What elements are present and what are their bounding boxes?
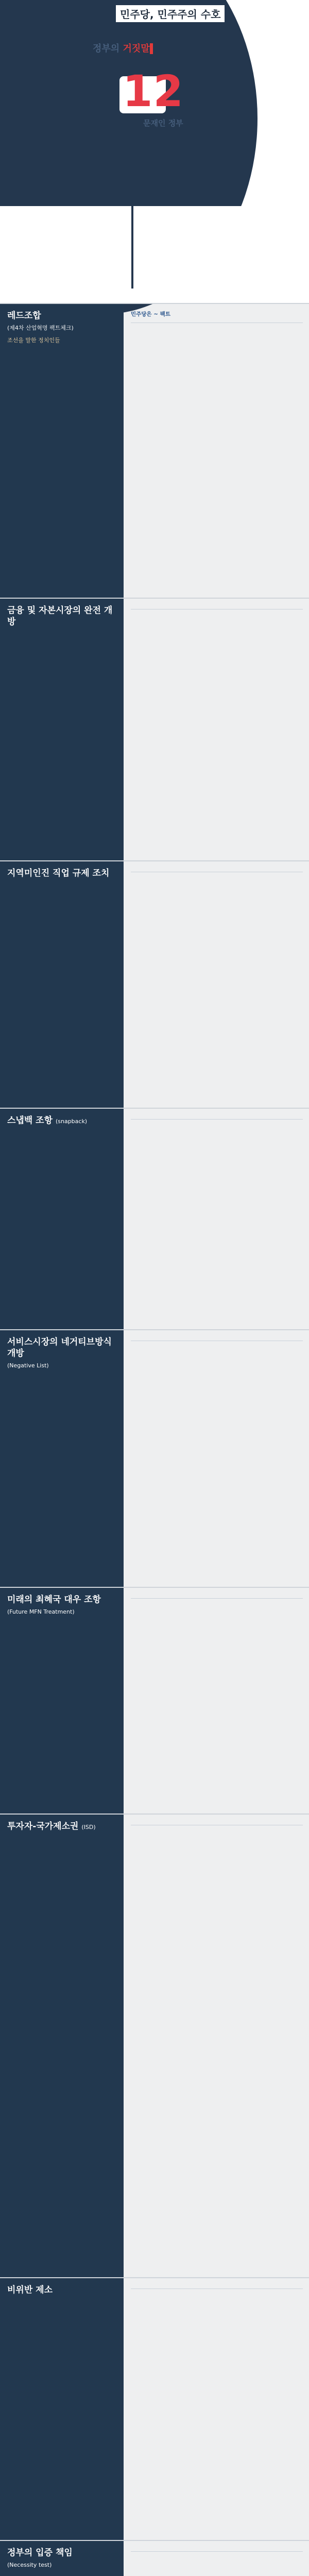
section-title: 비위반 제소	[7, 2285, 53, 2295]
section-right-panel	[124, 2541, 309, 2576]
section-title: 레드조합 (제4차 산업혁명 팩트체크)	[7, 311, 74, 332]
section-left-panel	[0, 2541, 124, 2576]
section-right-panel	[124, 2278, 309, 2540]
header-question: 정부의 거짓말	[93, 41, 153, 55]
section-left-panel	[0, 304, 124, 598]
section-summary: 조선을 말한 정치인들	[7, 337, 60, 344]
section-6	[0, 1588, 309, 1814]
section-left-panel	[0, 1330, 124, 1587]
section-rule	[131, 1598, 303, 1599]
section-left-panel	[0, 861, 124, 1108]
section-left-panel	[0, 2278, 124, 2540]
section-right-panel	[124, 861, 309, 1108]
section-4	[0, 1109, 309, 1329]
section-title: 금융 및 자본시장의 완전 개방	[7, 605, 113, 628]
section-left-panel	[0, 599, 124, 860]
header-white-band	[0, 206, 309, 304]
section-8	[0, 2278, 309, 2540]
section-right-panel	[124, 599, 309, 860]
section-title: 지역미인진 직업 규제 조치	[7, 868, 110, 878]
header-big-number: 12	[123, 66, 184, 116]
section-quote: 민주당은 ~ 팩트	[131, 311, 170, 317]
header-divider	[131, 139, 133, 289]
section-title: 스냅백 조항 (snapback)	[7, 1115, 88, 1126]
header-top-title: 민주당, 민주주의 수호	[116, 5, 225, 22]
section-left-panel	[0, 1588, 124, 1814]
section-3	[0, 861, 309, 1108]
section-title: 정부의 입증 책임 (Necessity test)	[7, 2548, 73, 2569]
section-rule	[131, 1119, 303, 1120]
section-right-panel	[124, 1109, 309, 1329]
section-1	[0, 304, 309, 598]
section-title: 투자자-국가제소권 (ISD)	[7, 1821, 96, 1832]
section-right-panel	[124, 1815, 309, 2277]
section-title: 미래의 최혜국 대우 조항 (Future MFN Treatment)	[7, 1595, 101, 1616]
section-7	[0, 1815, 309, 2277]
section-5	[0, 1330, 309, 1587]
section-right-panel	[124, 304, 309, 598]
header-subtitle: 문재인 정부	[143, 118, 183, 128]
section-left-panel	[0, 1815, 124, 2277]
section-right-panel	[124, 1330, 309, 1587]
section-title: 서비스시장의 네거티브방식 개방 (Negative List)	[7, 1337, 112, 1369]
section-9	[0, 2541, 309, 2576]
section-rule	[131, 2551, 303, 2552]
section-right-panel	[124, 1588, 309, 1814]
header-banner	[0, 0, 309, 304]
section-left-panel	[0, 1109, 124, 1329]
section-2	[0, 599, 309, 860]
